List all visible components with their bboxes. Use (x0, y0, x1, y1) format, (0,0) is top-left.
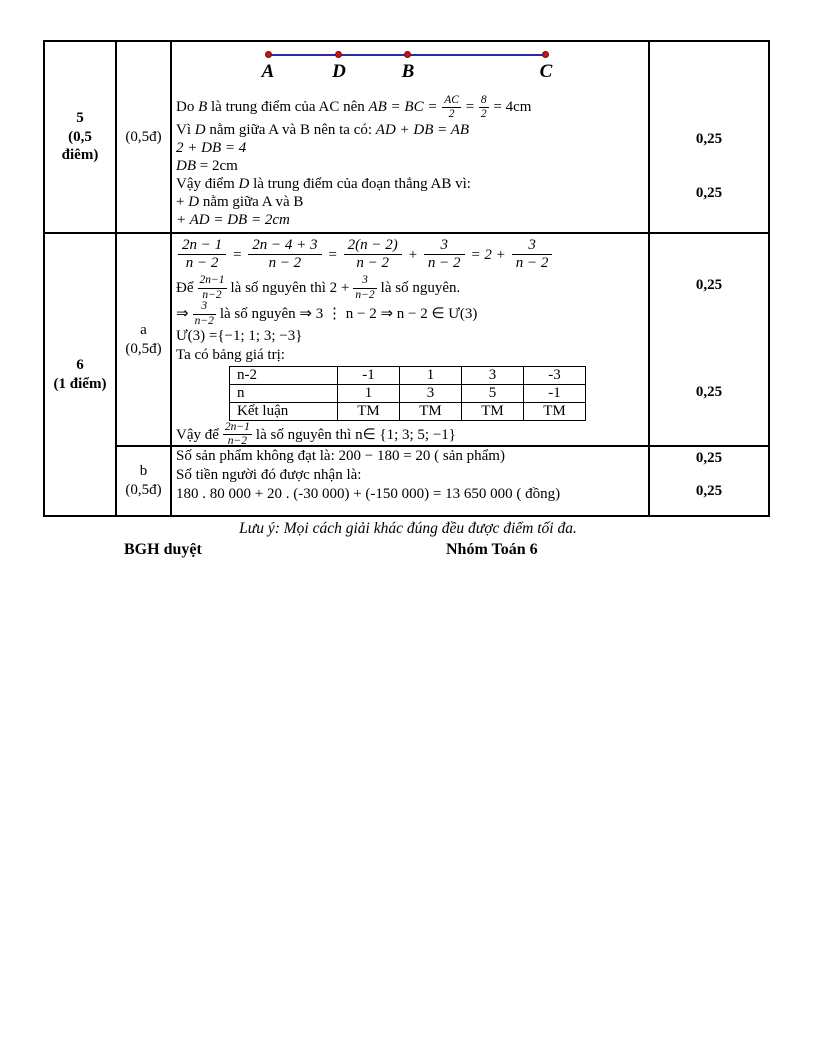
q6a-line-5: Ta có bảng giá trị: (176, 347, 285, 363)
fraction: 2n−1 n−2 (199, 274, 225, 301)
q6a-line-2: Để 2n−1 n−2 là số nguyên thì 2 + $\frac{3}{n-2}$ là số nguyên. (176, 274, 461, 301)
q6-number: 6 (76, 356, 84, 373)
value-table-cell: TM (524, 403, 586, 421)
value-table-cell: TM (338, 403, 400, 421)
point-dot-a (265, 51, 272, 58)
signature-right: Nhóm Toán 6 (446, 541, 538, 558)
point-dot-b (404, 51, 411, 58)
q6a-score-2: 0,25 (695, 384, 723, 400)
q5-line-7: + AD = DB = 2cm (176, 212, 290, 229)
fraction: 3 n−2 (194, 300, 214, 327)
q6a-part-points: (0,5đ) (125, 340, 162, 357)
value-table-cell: 3 (462, 367, 524, 385)
q6b-score-cell (650, 447, 768, 515)
table-row (230, 367, 586, 385)
value-table-cell: -3 (524, 367, 586, 385)
q6b-line-3: 180 . 80 000 + 20 . (-30 000) + (-150 000) = 13 650 000 ( đồng) (176, 486, 561, 502)
q5-score-1: 0,25 (695, 131, 723, 147)
q5-number-cell (45, 42, 117, 234)
q5-line-2: Vì D nằm giữa A và B nên ta có: AD + DB = AB (176, 122, 470, 139)
value-table-cell: n (230, 385, 338, 403)
q6b-score-1: 0,25 (695, 450, 723, 466)
value-table-cell: 3 (400, 385, 462, 403)
fraction: $\frac{2n - 4 + 3}{n - 2}$ (248, 237, 321, 273)
point-label-c: C (539, 61, 553, 82)
fraction-ac-2: $\frac{AC}{2}$ (444, 94, 459, 121)
point-label-a: A (261, 61, 275, 82)
value-table-cell: 1 (400, 367, 462, 385)
fraction: $\frac{3}{n - 2}$ (512, 237, 553, 273)
point-label-b: B (401, 61, 415, 82)
q6b-score-2: 0,25 (695, 483, 723, 499)
q6-number-cell (45, 234, 117, 515)
fraction: $\frac{3}{n-2}$ (355, 274, 375, 301)
q5-points-line1: (0,5 (68, 128, 92, 145)
q6-points: (1 điểm) (53, 375, 107, 392)
table-row (230, 403, 586, 421)
fraction: $\frac{2n - 1}{n - 2}$ (178, 237, 226, 273)
grading-note: Lưu ý: Mọi cách giải khác đúng đều được điểm tối đa. (239, 520, 577, 537)
q6b-part-letter: b (139, 463, 148, 480)
value-table-cell: n-2 (230, 367, 338, 385)
q6a-line-4: Ư(3) ={−1; 1; 3; −3} (176, 328, 303, 344)
value-table-cell: TM (400, 403, 462, 421)
q5-line-1: Do B là trung điểm của AC nên AB = BC = $\frac{AC}{2}$ = $\frac{8}{2}$ = 4cm (176, 94, 532, 121)
value-table-cell: -1 (338, 367, 400, 385)
q5-solution-cell (172, 42, 650, 234)
q6b-solution-cell (172, 447, 650, 515)
q6a-line-3: ⇒ 3 n−2 là số nguyên ⇒ 3 ⋮ n − 2 ⇒ n − 2 ∈ Ư(3) (176, 300, 478, 327)
q5-line-3: 2 + DB = 4 (176, 140, 247, 157)
table-row (230, 385, 586, 403)
q5-points-line2: điêm) (61, 147, 99, 164)
fraction: $\frac{3}{n - 2}$ (424, 237, 465, 273)
q5-part-label: (0,5đ) (125, 128, 162, 145)
value-table-cell: 1 (338, 385, 400, 403)
q6a-solution-cell (172, 234, 650, 447)
q6b-line-2: Số tiền người đó được nhận là: (176, 467, 362, 483)
signature-left: BGH duyệt (124, 541, 202, 558)
q6a-display-equation: $\frac{2n - 1}{n - 2}$ = $\frac{2n - 4 + 3}{n - 2}$ = $\frac{2(n - 2)}{n - 2}$ + $\frac{3}{n - 2}$ = 2 + $\frac{3}{n - 2}$ (176, 234, 645, 275)
point-label-d: D (332, 61, 346, 82)
q6a-part-letter: a (140, 321, 147, 338)
q5-score-cell (650, 42, 768, 234)
fraction-8-2: $\frac{8}{2}$ (480, 94, 487, 121)
segment-diagram (176, 42, 645, 94)
q5-number: 5 (76, 109, 84, 126)
q5-line-4: DB = 2cm (176, 158, 238, 175)
fraction: $\frac{2(n - 2)}{n - 2}$ (344, 237, 402, 273)
q6a-score-1: 0,25 (695, 277, 723, 293)
answer-table (43, 40, 770, 517)
q5-line-6: + D nằm giữa A và B (176, 194, 304, 211)
q6b-part-cell (117, 447, 172, 515)
value-table-cell: 5 (462, 385, 524, 403)
value-table-cell: TM (462, 403, 524, 421)
q6b-line-1: Số sản phẩm không đạt là: 200 − 180 = 20 ( sản phẩm) (176, 448, 505, 464)
point-dot-c (542, 51, 549, 58)
q5-part-cell (117, 42, 172, 234)
q5-line-5: Vậy điểm D là trung điểm của đoạn thẳng AB vì: (176, 176, 471, 193)
value-table (229, 366, 586, 421)
q6a-score-cell (650, 234, 768, 447)
q6a-part-cell (117, 234, 172, 447)
point-dot-d (335, 51, 342, 58)
value-table-cell: Kết luận (230, 403, 338, 421)
q6a-line-6: Vậy để 2n−1 n−2 là số nguyên thì n∈ {1; 3; 5; −1} (176, 420, 457, 447)
fraction: 2n−1 n−2 (224, 420, 250, 447)
q6b-part-points: (0,5đ) (125, 482, 162, 498)
value-table-cell: -1 (524, 385, 586, 403)
q5-score-2: 0,25 (695, 185, 723, 201)
